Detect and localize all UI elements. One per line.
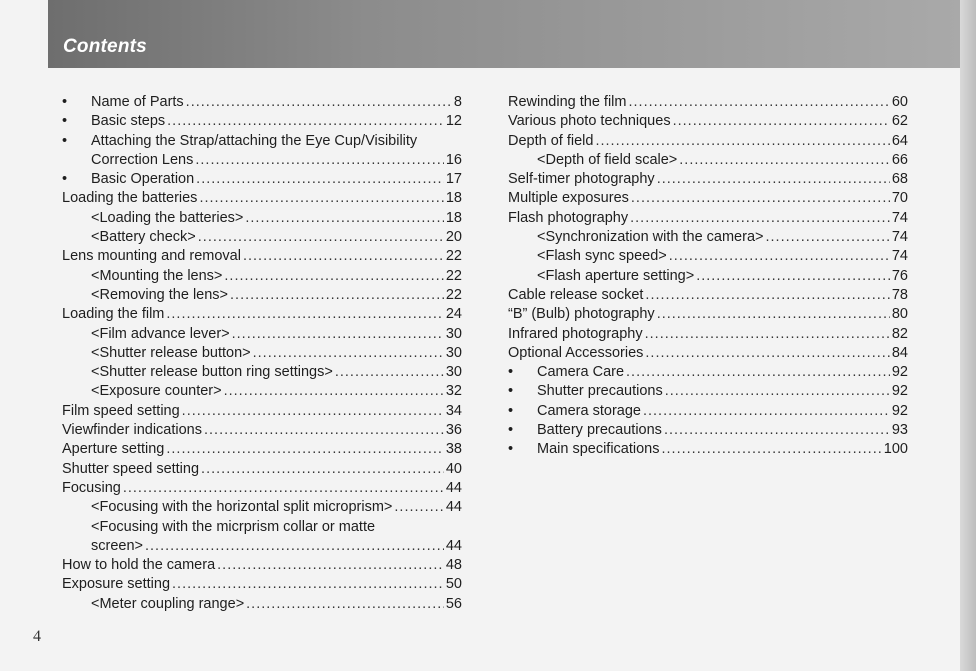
dot-leader <box>167 112 444 131</box>
dot-leader <box>123 479 444 498</box>
toc-entry-label: Aperture setting <box>62 441 165 458</box>
toc-left-column <box>62 93 462 614</box>
dot-leader <box>201 460 444 479</box>
toc-entry-page: 22 <box>445 267 462 284</box>
toc-entry-label: Shutter speed setting <box>62 460 200 477</box>
toc-entry <box>62 344 462 363</box>
toc-entry-page: 16 <box>445 151 462 168</box>
bullet-icon: • <box>508 422 514 439</box>
toc-entry-page: 74 <box>891 209 908 226</box>
toc-entry <box>508 363 908 382</box>
toc-entry-label: <Exposure counter> <box>91 383 222 400</box>
dot-leader <box>245 209 443 228</box>
toc-entry-page: 62 <box>891 113 908 130</box>
dot-leader <box>657 305 890 324</box>
toc-entry-label: <Meter coupling range> <box>91 595 245 612</box>
toc-entry <box>508 382 908 401</box>
page-title: Contents <box>63 36 147 57</box>
toc-entry-page: 56 <box>445 595 462 612</box>
dot-leader <box>645 325 890 344</box>
toc-entry-label: How to hold the camera <box>62 557 216 574</box>
toc-entry-page: 30 <box>445 364 462 381</box>
toc-entry-label: <Mounting the lens> <box>91 267 223 284</box>
dot-leader <box>166 305 443 324</box>
toc-entry-label: Main specifications <box>537 441 660 458</box>
toc-entry <box>62 363 462 382</box>
toc-entry-page: 34 <box>445 402 462 419</box>
dot-leader <box>232 325 444 344</box>
bullet-icon: • <box>62 113 68 130</box>
toc-entry-label: Flash photography <box>508 209 629 226</box>
toc-entry <box>62 247 462 266</box>
dot-leader <box>665 382 890 401</box>
dot-leader <box>186 93 452 112</box>
bullet-icon: • <box>508 402 514 419</box>
toc-entry-label: Camera storage <box>537 402 641 419</box>
toc-entry-label: <Focusing with the micrprism collar or matte <box>91 518 376 535</box>
toc-entry-page: 70 <box>891 190 908 207</box>
toc-entry <box>508 325 908 344</box>
toc-entry-page: 30 <box>445 344 462 361</box>
dot-leader <box>198 228 444 247</box>
toc-entry-label: <Shutter release button> <box>91 344 251 361</box>
toc-entry-label: Basic Operation <box>91 171 195 188</box>
toc-entry <box>62 595 462 614</box>
page-number: 4 <box>33 628 41 645</box>
toc-entry <box>508 93 908 112</box>
toc-entry-page: 92 <box>891 402 908 419</box>
dot-leader <box>595 132 889 151</box>
toc-entry <box>508 440 908 459</box>
dot-leader <box>679 151 890 170</box>
toc-entry-label: Film speed setting <box>62 402 180 419</box>
toc-entry <box>508 267 908 286</box>
toc-entry-label: <Removing the lens> <box>91 286 229 303</box>
toc-entry-page: 68 <box>891 171 908 188</box>
dot-leader <box>696 267 890 286</box>
toc-entry-label: Name of Parts <box>91 94 184 110</box>
toc-entry-label: <Flash aperture setting> <box>537 267 695 284</box>
dot-leader <box>628 93 889 112</box>
bullet-icon: • <box>62 171 68 188</box>
toc-entry-page: 93 <box>891 422 908 439</box>
toc-entry <box>62 170 462 189</box>
toc-entry <box>508 209 908 228</box>
dot-leader <box>166 440 443 459</box>
dot-leader <box>662 440 882 459</box>
toc-entry-page: 74 <box>891 248 908 265</box>
toc-entry <box>62 518 462 537</box>
toc-entry-label: Shutter precautions <box>537 383 663 400</box>
dot-leader <box>243 247 444 266</box>
toc-entry-label: Rewinding the film <box>508 94 627 110</box>
dot-leader <box>766 228 890 247</box>
dot-leader <box>673 112 890 131</box>
toc-entry <box>508 402 908 421</box>
toc-entry <box>62 112 462 131</box>
toc-entry <box>62 305 462 324</box>
toc-entry <box>508 132 908 151</box>
toc-entry-page: 8 <box>453 94 462 110</box>
toc-entry-label: Self-timer photography <box>508 171 655 188</box>
toc-entry-page: 44 <box>445 499 462 516</box>
toc-entry-label: <Depth of field scale> <box>537 151 678 168</box>
toc-entry <box>62 382 462 401</box>
toc-entry-label: Optional Accessories <box>508 344 644 361</box>
bullet-icon: • <box>508 383 514 400</box>
toc-entry-label: “B” (Bulb) photography <box>508 306 655 323</box>
toc-entry <box>62 93 462 112</box>
toc-entry-label: Camera Care <box>537 364 625 381</box>
dot-leader <box>630 209 890 228</box>
toc-entry <box>508 151 908 170</box>
toc-entry-label: Depth of field <box>508 132 594 149</box>
dot-leader <box>224 382 444 401</box>
toc-entry-label: Attaching the Strap/attaching the Eye Cup/Visibility <box>91 132 418 149</box>
toc-entry-page: 17 <box>445 171 462 188</box>
toc-entry-label: Battery precautions <box>537 422 662 439</box>
toc-entry-page: 24 <box>445 306 462 323</box>
dot-leader <box>669 247 890 266</box>
toc-entry-page: 100 <box>883 441 908 458</box>
toc-entry-page: 36 <box>445 422 462 439</box>
toc-entry <box>62 440 462 459</box>
contents-header-band <box>48 0 960 68</box>
toc-entry-page: 80 <box>891 306 908 323</box>
toc-entry-label: Focusing <box>62 479 121 496</box>
dot-leader <box>199 189 443 208</box>
toc-entry <box>62 421 462 440</box>
toc-entry-page: 78 <box>891 286 908 303</box>
toc-entry-label: <Loading the batteries> <box>91 209 244 226</box>
toc-entry <box>508 228 908 247</box>
toc-entry <box>62 479 462 498</box>
toc-entry-label: <Focusing with the horizontal split microprism> <box>91 499 393 516</box>
dot-leader <box>204 421 444 440</box>
toc-entry-label: screen> <box>91 537 143 554</box>
toc-entry-page: 44 <box>445 537 462 554</box>
dot-leader <box>394 498 443 517</box>
toc-entry-label: Exposure setting <box>62 576 171 593</box>
toc-entry-page: 60 <box>891 94 908 110</box>
toc-entry-page: 18 <box>445 209 462 226</box>
bullet-icon: • <box>62 132 68 149</box>
dot-leader <box>172 575 444 594</box>
toc-entry-page: 66 <box>891 151 908 168</box>
toc-entry <box>62 151 462 170</box>
toc-entry-label: Cable release socket <box>508 286 644 303</box>
toc-entry-page: 92 <box>891 364 908 381</box>
toc-entry-label: Various photo techniques <box>508 113 671 130</box>
toc-entry-page: 12 <box>445 113 462 130</box>
toc-entry <box>508 305 908 324</box>
toc-entry <box>62 325 462 344</box>
toc-entry-label: <Synchronization with the camera> <box>537 229 764 246</box>
toc-entry <box>62 228 462 247</box>
dot-leader <box>182 402 444 421</box>
dot-leader <box>195 151 444 170</box>
dot-leader <box>664 421 890 440</box>
toc-entry-label: <Battery check> <box>91 229 196 246</box>
dot-leader <box>253 344 444 363</box>
dot-leader <box>217 556 444 575</box>
toc-entry-page: 48 <box>445 557 462 574</box>
toc-entry-page: 40 <box>445 460 462 477</box>
toc-entry-page: 74 <box>891 229 908 246</box>
toc-entry-label: Infrared photography <box>508 325 643 342</box>
toc-entry-page: 82 <box>891 325 908 342</box>
toc-entry <box>62 267 462 286</box>
toc-entry-page: 22 <box>445 286 462 303</box>
toc-entry <box>62 286 462 305</box>
toc-entry <box>508 247 908 266</box>
toc-entry <box>508 286 908 305</box>
toc-entry <box>62 189 462 208</box>
dot-leader <box>145 537 444 556</box>
dot-leader <box>643 402 890 421</box>
toc-entry-page: 44 <box>445 479 462 496</box>
toc-entry-label: Lens mounting and removal <box>62 248 241 265</box>
toc-entry-page: 84 <box>891 344 908 361</box>
dot-leader <box>645 344 889 363</box>
toc-entry <box>62 402 462 421</box>
toc-entry-page: 20 <box>445 229 462 246</box>
dot-leader <box>631 189 890 208</box>
dot-leader <box>224 267 443 286</box>
toc-entry <box>62 498 462 517</box>
bullet-icon: • <box>508 364 514 381</box>
toc-entry-page: 50 <box>445 576 462 593</box>
toc-entry <box>62 209 462 228</box>
toc-entry-page: 18 <box>445 190 462 207</box>
toc-entry-label: Loading the batteries <box>62 190 198 207</box>
toc-entry-label: Loading the film <box>62 306 165 323</box>
toc-entry-page: 30 <box>445 325 462 342</box>
toc-entry-label: Basic steps <box>91 113 166 130</box>
toc-entry-page: 38 <box>445 441 462 458</box>
page-edge-shadow <box>960 0 976 671</box>
dot-leader <box>230 286 444 305</box>
toc-entry <box>508 189 908 208</box>
bullet-icon: • <box>62 94 68 110</box>
toc-entry-page: 76 <box>891 267 908 284</box>
toc-entry <box>62 556 462 575</box>
toc-entry <box>62 132 462 151</box>
toc-entry-label: <Film advance lever> <box>91 325 230 342</box>
toc-entry-label: Viewfinder indications <box>62 422 202 439</box>
dot-leader <box>626 363 890 382</box>
toc-entry-label: Multiple exposures <box>508 190 629 207</box>
toc-entry <box>62 537 462 556</box>
toc-entry-page: 32 <box>445 383 462 400</box>
toc-entry-label: Correction Lens <box>91 151 194 168</box>
toc-entry-page: 22 <box>445 248 462 265</box>
toc-entry-page: 64 <box>891 132 908 149</box>
toc-entry-page: 92 <box>891 383 908 400</box>
toc-entry <box>508 421 908 440</box>
toc-entry <box>508 344 908 363</box>
dot-leader <box>196 170 444 189</box>
toc-entry <box>62 460 462 479</box>
dot-leader <box>657 170 890 189</box>
dot-leader <box>335 363 444 382</box>
toc-entry <box>508 170 908 189</box>
dot-leader <box>246 595 444 614</box>
toc-entry-label: <Flash sync speed> <box>537 248 667 265</box>
toc-entry <box>508 112 908 131</box>
dot-leader <box>645 286 889 305</box>
toc-right-column <box>508 93 908 460</box>
bullet-icon: • <box>508 441 514 458</box>
toc-entry <box>62 575 462 594</box>
toc-entry-label: <Shutter release button ring settings> <box>91 364 333 381</box>
